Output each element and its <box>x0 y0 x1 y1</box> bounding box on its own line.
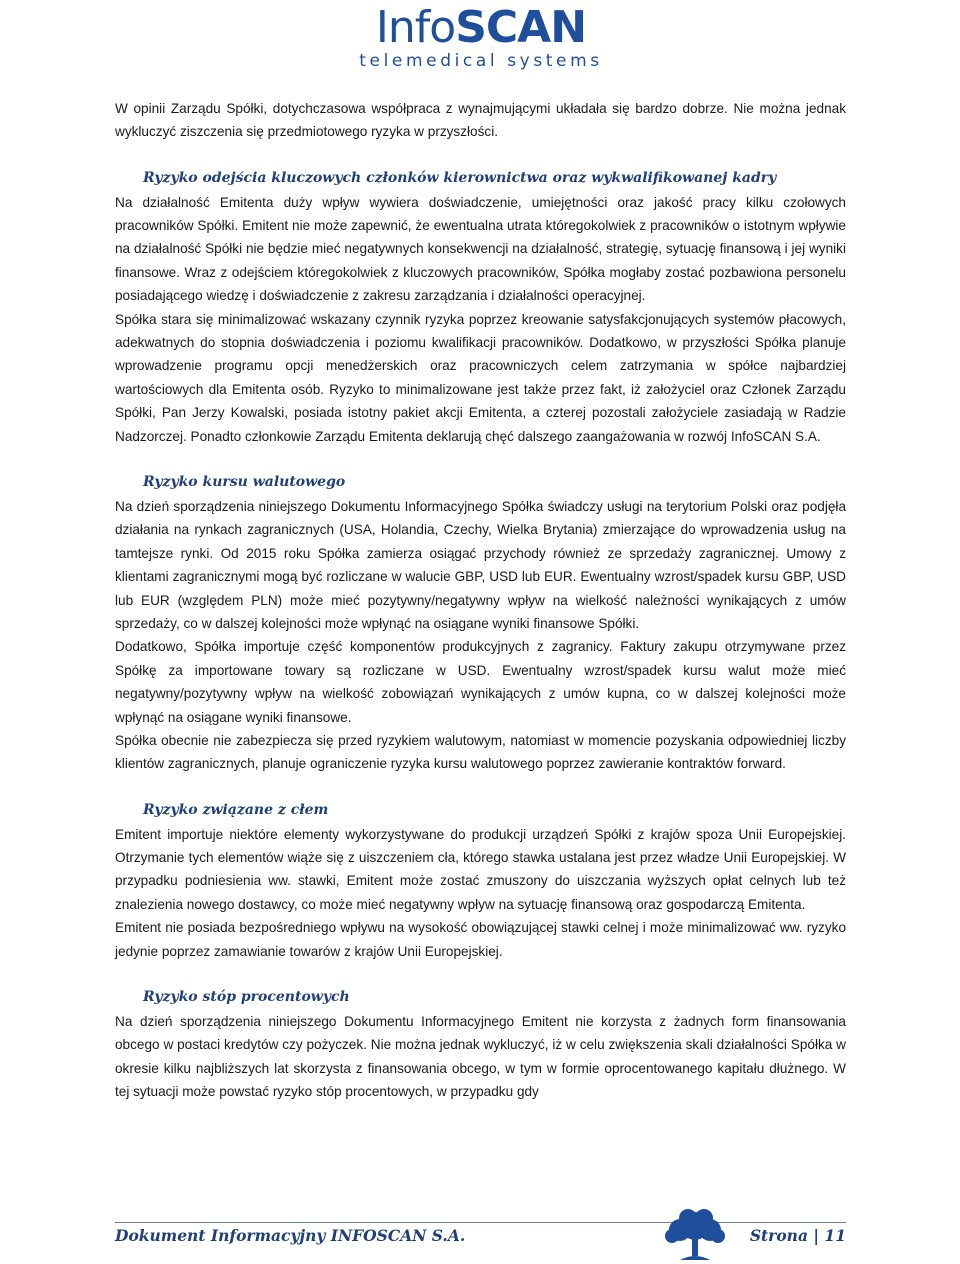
tree-logo-icon <box>650 1208 740 1264</box>
logo-subtitle: telemedical systems <box>359 51 603 71</box>
paragraph: Emitent nie posiada bezpośredniego wpływu na wysokość obowiązującej stawki celnej i może minimalizować ww. ryzyko jedynie poprzez zamawianie towarów z krajów Unii Europejskiej. <box>115 920 846 959</box>
paragraph: W opinii Zarządu Spółki, dotychczasowa współpraca z wynajmującymi układała się bardzo dobrze. Nie można jednak wykluczyć ziszczenia się przedmiotowego ryzyka w przyszłości. <box>115 101 846 140</box>
paragraph: Na dzień sporządzenia niniejszego Dokumentu Informacyjnego Emitent nie korzysta z żadnych form finansowania obcego w postaci kredytów czy pożyczek. Nie można jednak wykluczyć, iż w celu zwiększenia skali działalności Spółka w okresie kilku najbliższych lat skorzysta z finansowania obcego, w tym w formie oprocentowanego kapitału dłużnego. W tej sytuacji może powstać ryzyko stóp procentowych, w przypadku gdy <box>115 1013 846 1099</box>
section-heading-customs-risk: Ryzyko związane z cłem <box>143 802 329 819</box>
paragraph: Na działalność Emitenta duży wpływ wywiera doświadczenie, umiejętności oraz jakość pracy kilku czołowych pracowników Spółki. Emitent nie może zapewnić, że ewentualna utrata któregokolwiek z pracowników o istotnym wpływie na działalność Spółki nie będzie mieć negatywnych konsekwencji na działalność, strategię, sytuację finansową i jej wyniki finansowe. Wraz z odejściem któregokolwiek z kluczowych pracowników, Spółka mogłaby zostać pozbawiona personelu posiadającego wiedzę i doświadczenie z zakresu zarządzania i działalności operacyjnej. <box>115 194 846 304</box>
footer-document-title: Dokument Informacyjny INFOSCAN S.A. <box>115 1226 466 1245</box>
logo-info-text: Info <box>375 2 456 53</box>
section-heading-interest-rate-risk: Ryzyko stóp procentowych <box>143 989 350 1006</box>
paragraph: Emitent importuje niektóre elementy wykorzystywane do produkcji urządzeń Spółki z krajów spoza Unii Europejskiej. Otrzymanie tych elementów wiąże się z uiszczeniem cła, którego stawka ustalana jest przez władze Unii Europejskiej. W przypadku podniesienia ww. stawki, Emitent może zostać zmuszony do uiszczania wyższych opłat celnych lub też znalezienia nowego dostawcy, co może mieć negatywny wpływ na sytuację finansową oraz gospodarczą Emitenta. <box>115 826 846 912</box>
paragraph: Spółka stara się minimalizować wskazany czynnik ryzyka poprzez kreowanie satysfakcjonujących systemów płacowych, adekwatnych do stopnia doświadczenia i poziomu kwalifikacji pracowników. Dodatkowo, w przyszłości Spółka planuje wprowadzenie programu opcji menedżerskich oraz pracowniczych celem zatrzymania w spółce najbardziej wartościowych dla Emitenta osób. Ryzyko to minimalizowane jest także przez fakt, iż założyciel oraz Członek Zarządu Spółki, Pan Jerzy Kowalski, posiada istotny pakiet akcji Emitenta, a czterej pozostali założyciele zasiadają w Radzie Nadzorczej. Ponadto członkowie Zarządu Emitenta deklarują chęć dalszego zaangażowania w rozwój InfoSCAN S.A. <box>115 311 846 444</box>
footer-page-number: Strona | 11 <box>749 1226 846 1245</box>
section-heading-currency-risk: Ryzyko kursu walutowego <box>143 474 346 491</box>
paragraph: Spółka obecnie nie zabezpiecza się przed ryzykiem walutowym, natomiast w momencie pozyskania odpowiedniej liczby klientów zagranicznych, planuje ograniczenie ryzyka kursu walutowego poprzez zawieranie kontraktów forward. <box>115 732 846 772</box>
section-heading-management-risk: Ryzyko odejścia kluczowych członków kierownictwa oraz wykwalifikowanej kadry <box>143 170 777 187</box>
paragraph: Na dzień sporządzenia niniejszego Dokumentu Informacyjnego Spółka świadczy usługi na terytorium Polski oraz podjęła działania na rynkach zagranicznych (USA, Holandia, Czechy, Wielka Brytania) zmierzające do wprowadzenia usług na tamtejsze rynki. Od 2015 roku Spółka zamierza osiągać przychody również ze sprzedaży zagranicznej. Umowy z klientami zagranicznymi mogą być rozliczane w walucie GBP, USD lub EUR. Ewentualny wzrost/spadek kursu GBP, USD lub EUR (względem PLN) może mieć pozytywny/negatywny wpływ na wielkość należności wynikających z umów sprzedaży, co w dalszej kolejności może wpłynąć na osiągane wyniki finansowe Spółki. <box>115 498 846 631</box>
logo-scan-text: SCAN <box>455 2 587 53</box>
logo-wordmark <box>356 4 606 52</box>
paragraph: Dodatkowo, Spółka importuje część komponentów produkcyjnych z zagranicy. Faktury zakupu otrzymywane przez Spółkę za importowane towary są rozliczane w USD. Ewentualny wzrost/spadek kursu walut może mieć negatywny/pozytywny wpływ na wielkość zobowiązań wynikających z umów kupna, co w dalszej kolejności może wpłynąć na osiągane wyniki finansowe. <box>115 639 846 725</box>
document-body <box>115 97 846 1103</box>
infoscan-logo <box>356 4 606 72</box>
